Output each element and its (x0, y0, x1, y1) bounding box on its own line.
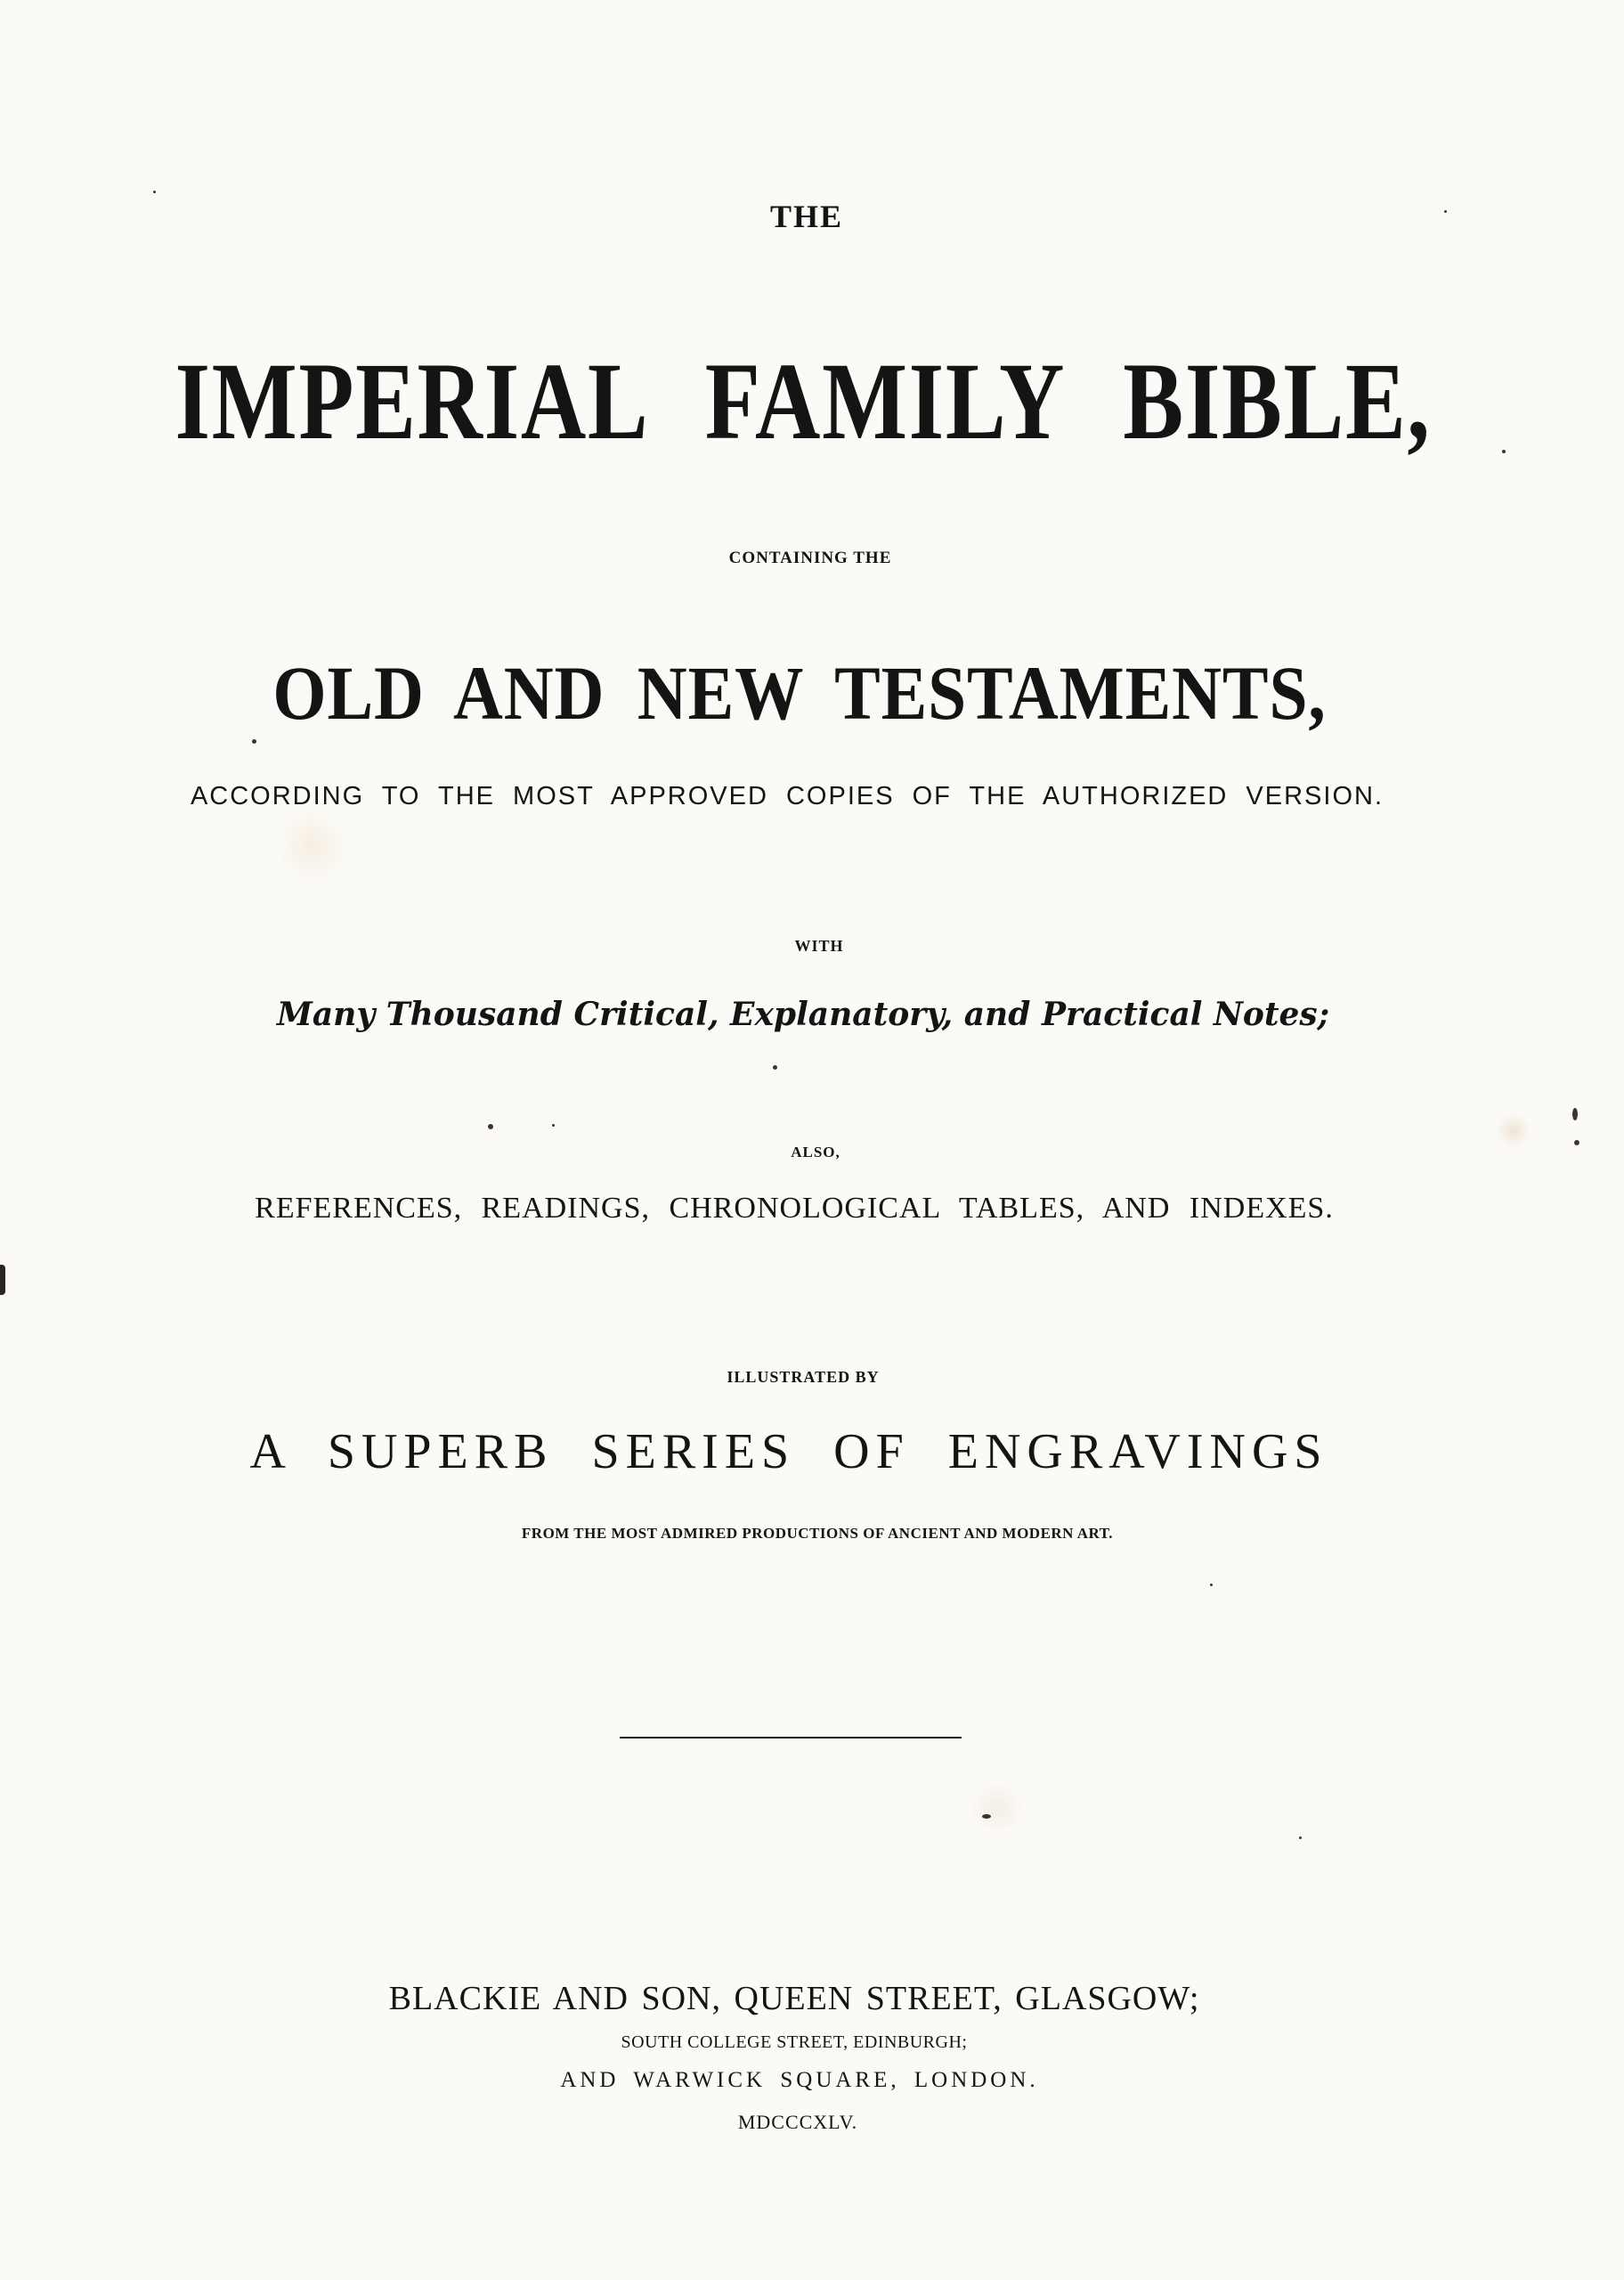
paper-speck (153, 191, 156, 193)
notes-line: Many Thousand Critical, Explanatory, and Practical Notes; (277, 996, 1329, 1033)
with-line: WITH (794, 937, 844, 955)
paper-speck (982, 1814, 991, 1819)
page-edge-mark (0, 1265, 5, 1295)
engravings-heading: A SUPERB SERIES OF ENGRAVINGS (249, 1424, 1328, 1479)
references-line: REFERENCES, READINGS, CHRONOLOGICAL TABLES, AND INDEXES. (255, 1192, 1334, 1225)
paper-speck (488, 1124, 493, 1129)
title-the: THE (769, 199, 844, 234)
version-line: ACCORDING TO THE MOST APPROVED COPIES OF THE AUTHORIZED VERSION. (190, 782, 1384, 810)
london-line: AND WARWICK SQUARE, LONDON. (560, 2068, 1039, 2092)
paper-speck (1299, 1836, 1302, 1839)
paper-speck (1572, 1108, 1578, 1120)
paper-speck (252, 739, 256, 744)
paper-speck (773, 1065, 777, 1070)
paper-speck (552, 1124, 555, 1127)
testaments-heading: OLD AND NEW TESTAMENTS, (272, 650, 1327, 736)
publication-year: MDCCCXLV. (737, 2111, 858, 2133)
paper-speck (1574, 1140, 1579, 1145)
also-line: ALSO, (791, 1144, 840, 1160)
publisher-line: BLACKIE AND SON, QUEEN STREET, GLASGOW; (388, 1980, 1200, 2017)
divider-rule (620, 1737, 962, 1738)
illustrated-by-line: ILLUSTRATED BY (727, 1368, 880, 1386)
containing-line: CONTAINING THE (728, 549, 892, 567)
edinburgh-line: SOUTH COLLEGE STREET, EDINBURGH; (621, 2032, 968, 2052)
main-title: IMPERIAL FAMILY BIBLE, (175, 340, 1432, 462)
paper-speck (1502, 450, 1506, 453)
paper-speck (1444, 210, 1447, 213)
paper-speck (1210, 1584, 1213, 1586)
productions-line: FROM THE MOST ADMIRED PRODUCTIONS OF ANCIENT AND MODERN ART. (521, 1525, 1114, 1542)
